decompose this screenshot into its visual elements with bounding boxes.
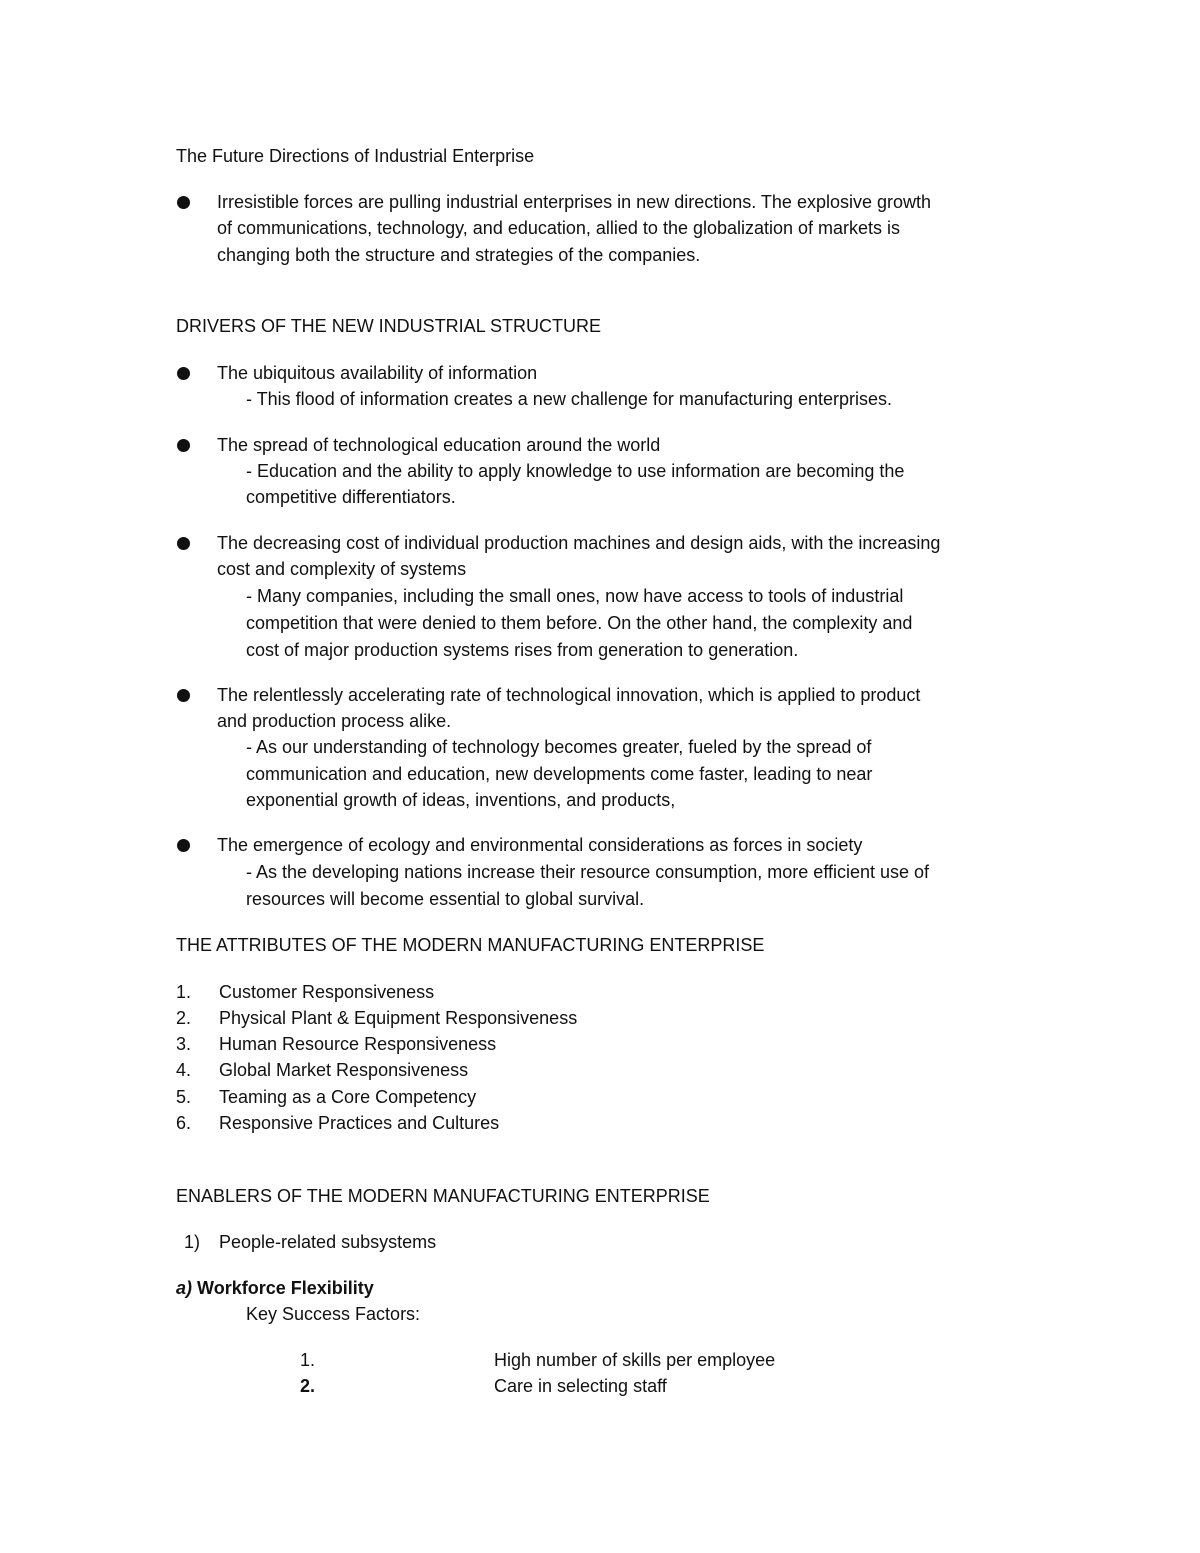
attribute-text: Global Market Responsiveness [219, 1060, 469, 1080]
driver-item-text: The decreasing cost of individual production machines and design aids, with the increasing [217, 533, 941, 553]
driver-item-detail: exponential growth of ideas, inventions, and products, [246, 790, 676, 810]
factor-text: High number of skills per employee [494, 1350, 776, 1370]
driver-item-text: cost and complexity of systems [217, 559, 467, 579]
key-success-factors-label: Key Success Factors: [246, 1304, 421, 1324]
enablers-heading: ENABLERS OF THE MODERN MANUFACTURING ENTERPRISE [176, 1186, 710, 1206]
intro-line: Irresistible forces are pulling industrial enterprises in new directions. The explosive growth [217, 192, 932, 212]
attribute-number: 6. [176, 1113, 192, 1133]
driver-item-detail: - Education and the ability to apply knowledge to use information are becoming the [246, 461, 905, 481]
attribute-text: Teaming as a Core Competency [219, 1087, 477, 1107]
bullet-icon [177, 689, 190, 702]
intro-line: of communications, technology, and education, allied to the globalization of markets is [217, 218, 901, 238]
driver-item-text: and production process alike. [217, 711, 452, 731]
factor-number: 1. [300, 1350, 316, 1370]
driver-item-detail: - Many companies, including the small ones, now have access to tools of industrial [246, 586, 904, 606]
attributes-heading: THE ATTRIBUTES OF THE MODERN MANUFACTURING ENTERPRISE [176, 935, 765, 955]
section-title: Workforce Flexibility [197, 1278, 374, 1298]
driver-item-detail: - This flood of information creates a new challenge for manufacturing enterprises. [246, 389, 893, 409]
factor-number: 2. [300, 1376, 316, 1396]
attribute-number: 1. [176, 982, 192, 1002]
section-letter: a) [176, 1278, 193, 1298]
attribute-number: 4. [176, 1060, 192, 1080]
attribute-number: 3. [176, 1034, 192, 1054]
document-title: The Future Directions of Industrial Enterprise [176, 146, 535, 166]
drivers-heading: DRIVERS OF THE NEW INDUSTRIAL STRUCTURE [176, 316, 602, 336]
bullet-icon [177, 537, 190, 550]
driver-item-text: The relentlessly accelerating rate of technological innovation, which is applied to product [217, 685, 921, 705]
driver-item-text: The spread of technological education around the world [217, 435, 661, 455]
attribute-text: Physical Plant & Equipment Responsiveness [219, 1008, 578, 1028]
driver-item-detail: - As our understanding of technology becomes greater, fueled by the spread of [246, 737, 872, 757]
attribute-number: 2. [176, 1008, 192, 1028]
subsystem-label: People-related subsystems [219, 1232, 437, 1252]
bullet-icon [177, 196, 190, 209]
driver-item-text: The emergence of ecology and environmental considerations as forces in society [217, 835, 863, 855]
intro-line: changing both the structure and strategies of the companies. [217, 245, 701, 265]
bullet-icon [177, 439, 190, 452]
driver-item-text: The ubiquitous availability of information [217, 363, 538, 383]
bullet-icon [177, 839, 190, 852]
attribute-number: 5. [176, 1087, 192, 1107]
attribute-text: Human Resource Responsiveness [219, 1034, 497, 1054]
attribute-text: Responsive Practices and Cultures [219, 1113, 500, 1133]
section-heading [176, 1275, 374, 1301]
factor-text: Care in selecting staff [494, 1376, 667, 1396]
driver-item-detail: cost of major production systems rises from generation to generation. [246, 640, 799, 660]
driver-item-detail: resources will become essential to global survival. [246, 889, 645, 909]
subsystem-number: 1) [184, 1232, 201, 1252]
driver-item-detail: competitive differentiators. [246, 487, 456, 507]
bullet-icon [177, 367, 190, 380]
driver-item-detail: communication and education, new developments come faster, leading to near [246, 764, 873, 784]
driver-item-detail: - As the developing nations increase their resource consumption, more efficient use of [246, 862, 930, 882]
driver-item-detail: competition that were denied to them before. On the other hand, the complexity and [246, 613, 913, 633]
attribute-text: Customer Responsiveness [219, 982, 435, 1002]
